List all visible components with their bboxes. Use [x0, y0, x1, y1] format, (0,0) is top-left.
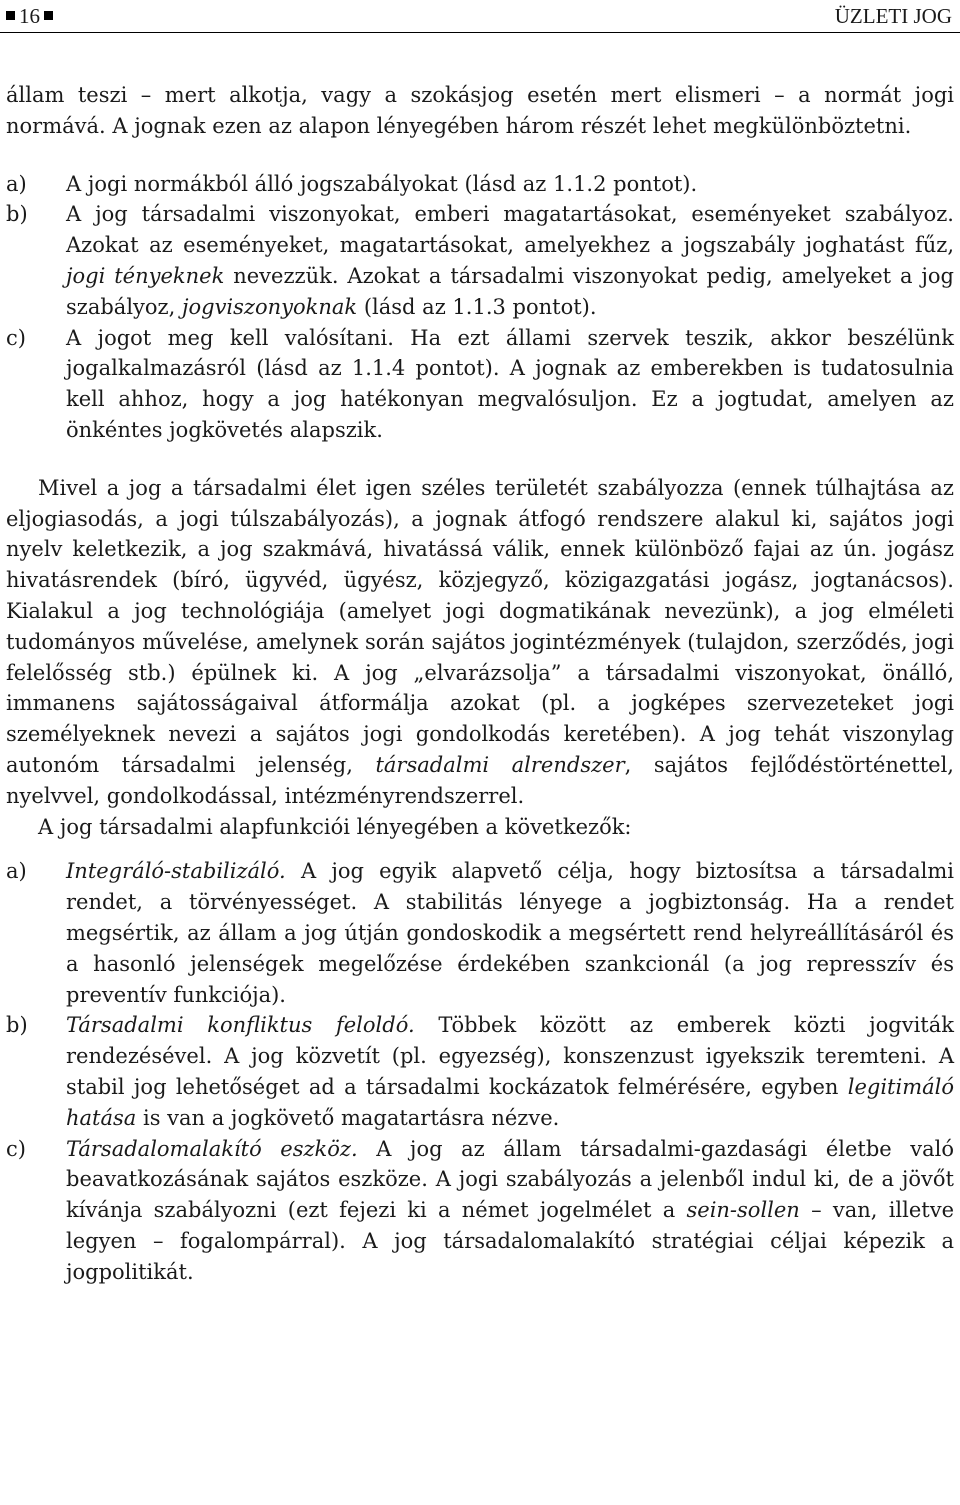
- list-item: [6, 1134, 954, 1288]
- functions-list: [6, 856, 954, 1287]
- list-item-text: A jog társadalmi viszonyokat, emberi magatartásokat, eseményeket szabályoz. Azokat az eseményeket, magatartásokat, amelyekhez a jogszabály joghatást fűz,: [66, 202, 954, 258]
- emphasis-term: legitimáló hatása: [66, 1074, 954, 1130]
- parts-list: [6, 169, 954, 446]
- list-item-text: (lásd az 1.1.3 pontot).: [357, 294, 597, 319]
- page-header: [0, 0, 960, 32]
- list-item-text: Többek között az emberek közti jogviták rendezésével. A jog közvetít (pl. egyezség), konszenzust igyekszik teremteni. A stabil jog lehetőséget ad a társadalmi kockázatok felmérésére, egyben: [66, 1013, 954, 1099]
- list-marker: b): [6, 1013, 28, 1038]
- list-item-text: nevezzük. Azokat a társadalmi viszonyokat pedig, amelyeket a jog szabályoz,: [66, 263, 954, 319]
- functions-intro: A jog társadalmi alapfunkciói lényegében a következők:: [38, 814, 632, 839]
- body-text: [6, 80, 954, 1287]
- header-rule: [0, 32, 960, 33]
- function-name: Integráló-stabilizáló.: [66, 859, 286, 884]
- intro-paragraph: állam teszi – mert alkotja, vagy a szokásjog esetén mert elismeri – a normát jogi normává. A jognak ezen az alapon lényegében három részét lehet megkülönböztetni.: [6, 83, 954, 138]
- square-bullet-icon: [44, 11, 53, 20]
- list-item: [6, 856, 954, 1010]
- list-item: [6, 169, 954, 200]
- list-item-text: A jogot meg kell valósítani. Ha ezt állami szervek teszik, akkor beszélünk jogalkalmazásról (lásd az 1.1.4 pontot). A jognak az emberekben is tudatosulnia kell ahhoz, hogy a jog hatékonyan megvalósuljon. Ez a jogtudat, amelyen az önkéntes jogkövetés alapszik.: [66, 325, 954, 442]
- list-marker: c): [6, 1136, 26, 1161]
- function-name: Társadalomalakító eszköz.: [66, 1136, 358, 1161]
- main-paragraph: [6, 473, 954, 812]
- list-item-text: A jog egyik alapvető célja, hogy biztosítsa a társadalmi rendet, a törvényességet. A stabilitás lényege a jogbiztonság. Ha a rendet megsértik, az állam a jog útján gondoskodik a megsértett rend helyreállításáról és a hasonló jelenségek megelőzése érdekében szankcionál (a jog represszív és preventív funkciója).: [66, 859, 954, 1007]
- list-item-text: – van, illetve legyen – fogalompárral). A jog társadalomalakító stratégiai céljai képezik a jogpolitikát.: [66, 1198, 955, 1284]
- emphasis-term: társadalmi alrendszer: [375, 752, 625, 777]
- list-item-text: A jog az állam társadalmi-gazdasági életbe való beavatkozásának sajátos eszköze. A jogi szabályozás a jelenből indul ki, de a jövőt kívánja szabályozni (ezt fejezi ki a német jogelmélet a: [66, 1136, 954, 1223]
- list-item: [6, 199, 954, 322]
- page-number: 16: [19, 4, 40, 28]
- list-marker: a): [6, 859, 27, 884]
- square-bullet-icon: [6, 11, 15, 20]
- list-item-text: is van a jogkövető magatartásra nézve.: [136, 1105, 560, 1130]
- list-marker: a): [6, 171, 27, 196]
- paragraph-text: , sajátos fejlődéstörténettel, nyelvvel, gondolkodással, intézményrendszerrel.: [6, 752, 954, 808]
- list-item-text: A jogi normákból álló jogszabályokat (lásd az 1.1.2 pontot).: [66, 171, 698, 196]
- list-item: [6, 323, 954, 446]
- emphasis-term: sein-sollen: [686, 1198, 800, 1223]
- function-name: Társadalmi konfliktus feloldó.: [66, 1013, 415, 1038]
- paragraph-text: Mivel a jog a társadalmi élet igen széles területét szabályozza (ennek túlhajtása az eljogiasodás, a jogi túlszabályozás), a jognak átfogó rendszere alakul ki, sajátos jogi nyelv keletkezik, a jog szakmává, hivatássá válik, ennek különböző fajai az ún. jogász hivatásrendek (bíró, ügyvéd, ügyész, közjegyző, közigazgatási jogász, jogtanácsos). Kialakul a jog technológiája (amelyet jogi dogmatikának nevezünk), a jog elméleti tudományos művelése, amelynek során sajátos jogintézmények (tulajdon, szerződés, jogi felelősség stb.) épülnek ki. A jog „elvarázsolja” a társadalmi viszonyokat, önálló, immanens sajátosságaival átformálja azokat (pl. a jogképes szervezeteket jogi személyeknek nevezi a sajátos jogi gondolkodás keretében). A jog tehát viszonylag autonóm társadalmi jelenség,: [6, 475, 954, 777]
- emphasis-term: jogviszonyoknak: [181, 294, 358, 319]
- list-marker: b): [6, 202, 28, 227]
- list-marker: c): [6, 325, 26, 350]
- page-number-block: [2, 2, 57, 30]
- emphasis-term: jogi tényeknek: [66, 263, 225, 288]
- running-title: ÜZLETI JOG: [834, 4, 952, 28]
- list-item: [6, 1010, 954, 1133]
